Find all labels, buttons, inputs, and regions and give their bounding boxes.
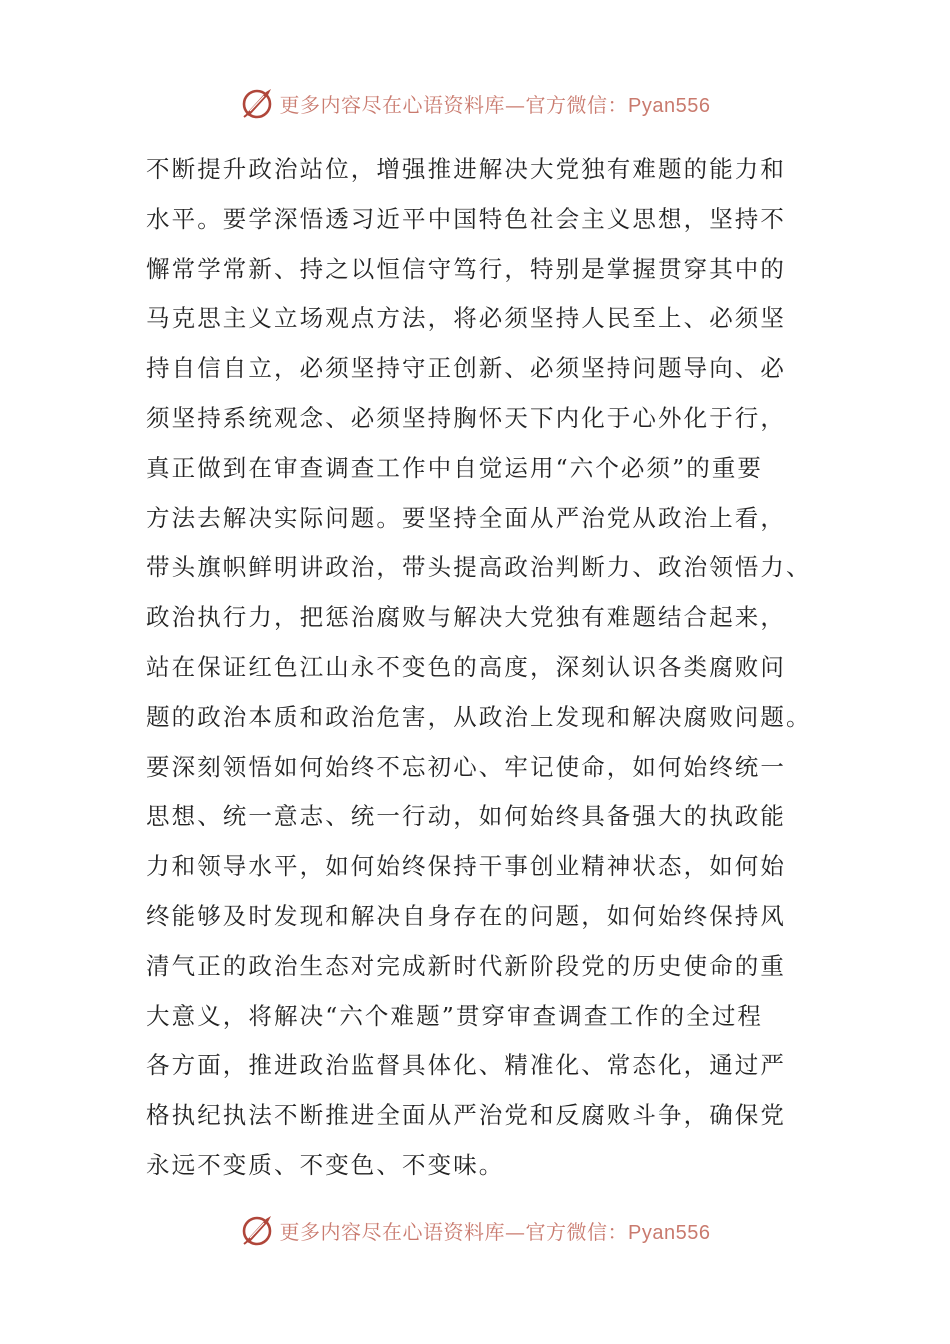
- header-banner-text: 更多内容尽在心语资料库—官方微信：Pyan556: [279, 92, 711, 117]
- text-line: 水平。要学深悟透习近平中国特色社会主义思想，坚持不: [146, 204, 786, 233]
- text-line: 真正做到在审查调查工作中自觉运用“六个必须”的重要: [146, 453, 764, 482]
- text-line: 带头旗帜鲜明讲政治，带头提高政治判断力、政治领悟力、: [146, 553, 812, 582]
- quill-pen-logo-icon: [240, 85, 276, 121]
- text-line: 站在保证红色江山永不变色的高度，深刻认识各类腐败问: [146, 652, 786, 681]
- footer-banner-text: 更多内容尽在心语资料库—官方微信：Pyan556: [279, 1219, 711, 1244]
- text-line: 大意义，将解决“六个难题”贯穿审查调查工作的全过程: [146, 1001, 764, 1030]
- text-line: 清气正的政治生态对完成新时代新阶段党的历史使命的重: [146, 951, 786, 980]
- document-body: [146, 145, 812, 1191]
- text-line: 懈常学常新、持之以恒信守笃行，特别是掌握贯穿其中的: [146, 254, 786, 283]
- footer-banner: [0, 1210, 950, 1250]
- text-line: 思想、统一意志、统一行动，如何始终具备强大的执政能: [146, 802, 786, 831]
- text-line: 不断提升政治站位，增强推进解决大党独有难题的能力和: [146, 155, 786, 183]
- text-line: 力和领导水平，如何始终保持干事创业精神状态，如何始: [146, 852, 786, 881]
- text-line: 要深刻领悟如何始终不忘初心、牢记使命，如何始终统一: [146, 752, 786, 781]
- text-line: 终能够及时发现和解决自身存在的问题，如何始终保持风: [146, 901, 786, 930]
- wechat-id: Pyan556: [628, 1221, 711, 1244]
- header-banner: [0, 83, 950, 123]
- text-line: 持自信自立，必须坚持守正创新、必须坚持问题导向、必: [146, 354, 786, 383]
- text-line: 须坚持系统观念、必须坚持胸怀天下内化于心外化于行，: [146, 403, 786, 432]
- text-line: 马克思主义立场观点方法，将必须坚持人民至上、必须坚: [146, 304, 786, 333]
- wechat-id: Pyan556: [628, 94, 711, 117]
- text-line: 各方面，推进政治监督具体化、精准化、常态化，通过严: [146, 1051, 786, 1080]
- text-line: 政治执行力，把惩治腐败与解决大党独有难题结合起来，: [146, 603, 786, 632]
- quill-pen-logo-icon: [240, 1212, 276, 1248]
- text-line: 永远不变质、不变色、不变味。: [146, 1150, 505, 1179]
- text-line: 格执纪执法不断推进全面从严治党和反腐败斗争，确保党: [146, 1101, 786, 1130]
- text-line: 题的政治本质和政治危害，从政治上发现和解决腐败问题。: [146, 702, 812, 731]
- text-line: 方法去解决实际问题。要坚持全面从严治党从政治上看，: [146, 503, 786, 532]
